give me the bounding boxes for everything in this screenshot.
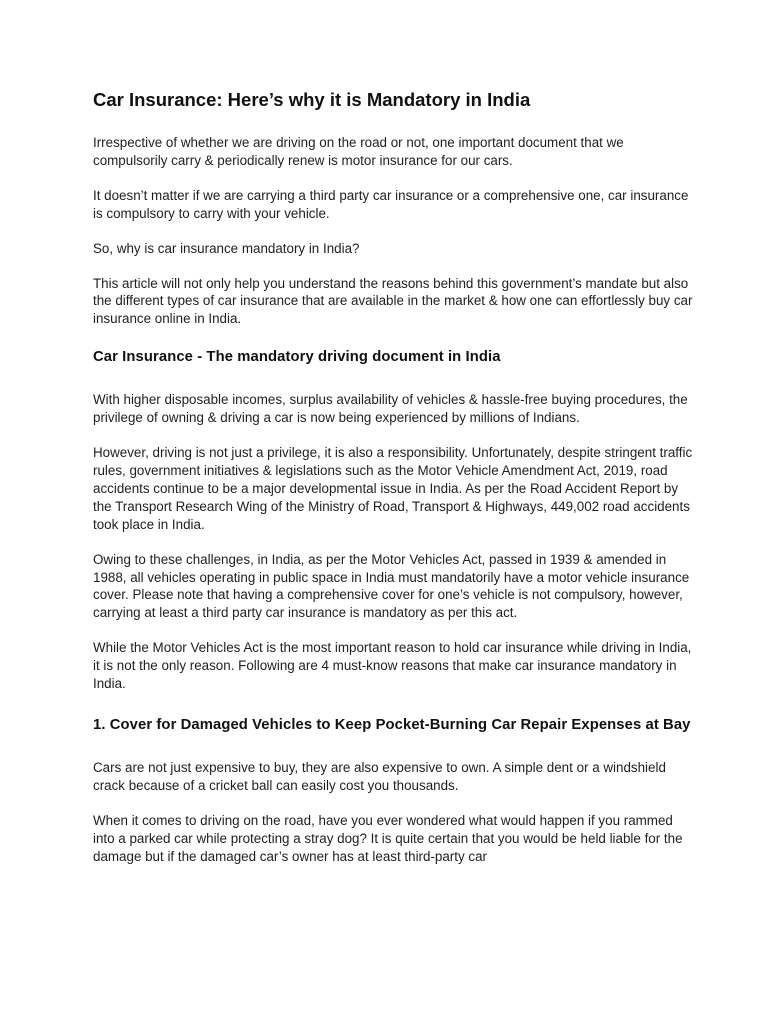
section2-paragraph-1: Cars are not just expensive to buy, they are also expensive to own. A simple dent or a windshield crack because of a cricket ball can easily cost you thousands. [93,759,666,793]
section1-paragraph-3: Owing to these challenges, in India, as per the Motor Vehicles Act, passed in 1939 & amended in 1988, all vehicles operating in public space in India must mandatorily have a motor vehicle insurance cover. Please note that having a comprehensive cover for one’s vehicle is not compulsory, however, carrying at least a third party car insurance is mandatory as per this act. [93,551,690,621]
document-page [93,88,693,882]
intro-paragraph-2: It doesn’t matter if we are carrying a third party car insurance or a comprehensive one, car insurance is compulsory to carry with your vehicle. [93,187,689,221]
intro-paragraph-4: This article will not only help you understand the reasons behind this government’s mandate but also the different types of car insurance that are available in the market & how one can effortlessly buy car insurance online in India. [93,275,693,327]
intro-paragraph-3: So, why is car insurance mandatory in India? [93,240,360,256]
section1-paragraph-1: With higher disposable incomes, surplus availability of vehicles & hassle-free buying procedures, the privilege of owning & driving a car is now being experienced by millions of Indians. [93,392,688,426]
section1-paragraph-2: However, driving is not just a privilege, it is also a responsibility. Unfortunately, despite stringent traffic rules, government initiatives & legislations such as the Motor Vehicle Amendment Act, 2019, road accidents continue to be a major developmental issue in India. As per the Road Accident Report by the Transport Research Wing of the Ministry of Road, Transport & Highways, 449,002 road accidents took place in India. [93,445,693,532]
intro-paragraph-1: Irrespective of whether we are driving on the road or not, one important document that we compulsorily carry & periodically renew is motor insurance for our cars. [93,135,624,168]
document-title: Car Insurance: Here’s why it is Mandatory in India [93,89,531,110]
section2-paragraph-2: When it comes to driving on the road, have you ever wondered what would happen if you rammed into a parked car while protecting a stray dog? It is quite certain that you would be held liable for the damage but if the damaged car’s owner has at least third-party car [93,812,683,864]
section1-paragraph-4: While the Motor Vehicles Act is the most important reason to hold car insurance while driving in India, it is not the only reason. Following are 4 must-know reasons that make car insurance mandatory in India. [93,640,692,692]
section-heading-mandatory-document: Car Insurance - The mandatory driving document in India [93,349,501,366]
section-heading-damaged-vehicles: 1. Cover for Damaged Vehicles to Keep Pocket-Burning Car Repair Expenses at Bay [93,716,691,733]
